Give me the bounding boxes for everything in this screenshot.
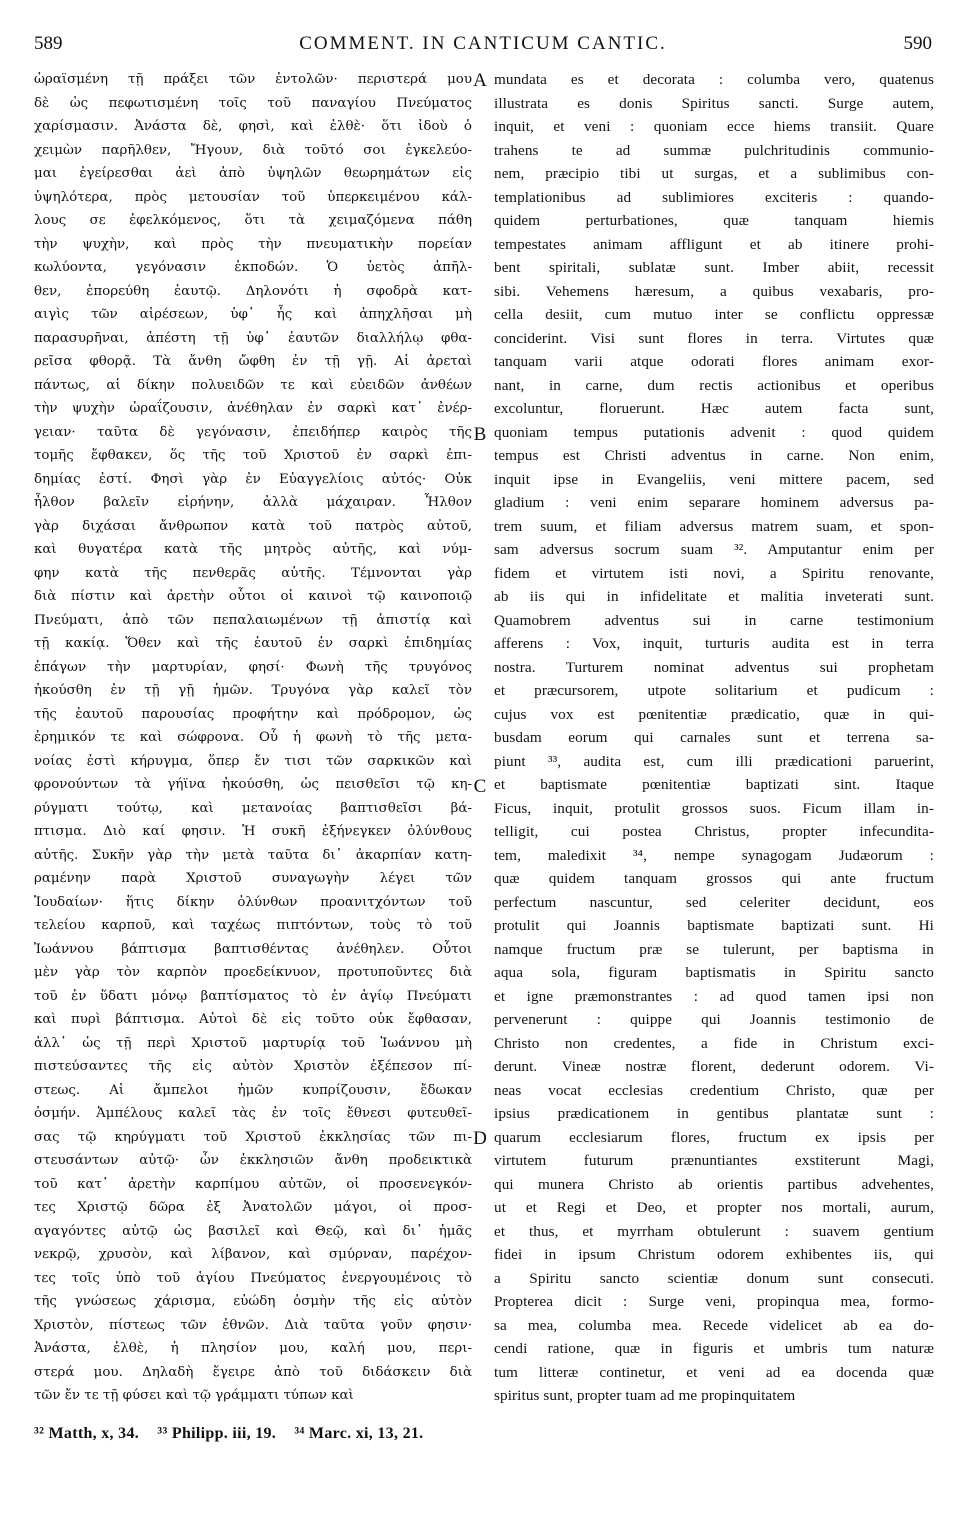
- latin-text-line: bent spiritali, sublatæ sunt. Imber abiit, recessit: [494, 259, 934, 276]
- page-number-right: 590: [903, 33, 932, 54]
- latin-text-line: protulit qui Joannis baptismate baptizati sunt. Hi: [494, 917, 934, 934]
- greek-text-line: πάντως, αἱ δίκην πολυειδῶν τε καὶ εὐειδῶν ἀνθέων: [34, 377, 472, 393]
- greek-text-line: χειμὼν παρῆλθεν, Ἤγουν, διὰ τοῦτό σοι ἐγκελεύο-: [34, 142, 472, 158]
- latin-text-line: aqua sola, figuram baptismatis in Spiritu sancto: [494, 964, 934, 981]
- latin-text-line: Ficus, inquit, protulit grossos suos. Ficum illam in-: [494, 799, 934, 817]
- greek-text-line: παρασυρῆναι, ἀπέστη τῇ ὑφ᾽ ἑαυτῶν διαλλήλῳ φθα-: [34, 330, 472, 346]
- latin-text-line: cella desiit, cum mutuo inter se conflictu oppressæ: [494, 306, 934, 323]
- latin-text-line: tanquam varii atque odorati flores animam exor-: [494, 353, 934, 370]
- greek-text-line: νεκρῷ, χρυσὸν, καὶ λίβανον, καὶ σμύρναν, παρέχον-: [34, 1247, 472, 1262]
- latin-text-line: namque fructum præ se tulerunt, per baptisma in: [494, 940, 934, 958]
- latin-text-line: conciderint. Visi sunt flores in terra. Virtutes quæ: [494, 329, 934, 347]
- latin-text-line: a Spiritu sancto scientiæ donum sunt consecuti.: [494, 1269, 934, 1287]
- greek-text-line: δημίας ἐστί. Φησὶ γὰρ ἐν Εὐαγγελίοις αὐτός· Οὐκ: [34, 471, 472, 487]
- greek-text-line: ἐπάγων τὴν μαρτυρίαν, φησί· Φωνὴ τῆς τρυγόνος: [34, 659, 472, 675]
- latin-text-line: Christo non credentes, a fide in Christum exci-: [494, 1034, 934, 1052]
- latin-text-line: ab iis qui in infidelitate et malitia inveterati sunt.: [494, 588, 934, 605]
- footnote-34: ³⁴ Marc. xi, 13, 21.: [294, 1425, 424, 1442]
- greek-text-line: τῶν ἔν τε τῇ φύσει καὶ τῷ γράμματι τύπων καὶ: [34, 1388, 354, 1403]
- greek-text-line: φρονούντων τὰ γήϊνα ἠκούσθη, ὡς πεισθεῖσι τῷ κη-: [34, 777, 472, 792]
- latin-text-line: et thus, et myrrham obtulerunt : suavem gentium: [494, 1222, 934, 1240]
- latin-text-line: perfectum nascuntur, sed celeriter decidunt, eos: [494, 893, 934, 911]
- greek-text-line: καὶ πυρὶ βάπτισμα. Αὐτοὶ δὲ εἰς τοῦτο οὐκ ἔφθασαν,: [34, 1012, 472, 1027]
- latin-text-line: et præcursorem, utpote solitarium et pudicum :: [494, 682, 934, 699]
- greek-text-line: ὀσμήν. Ἀμπέλους καλεῖ τὰς ἐν τοῖς ἔθνεσι φυτευθεῖ-: [34, 1106, 472, 1121]
- latin-text-line: neas vocat ecclesias credentium Christo, quæ per: [494, 1081, 934, 1099]
- latin-text-line: pervenerunt : quippe qui Joannis testimonio de: [494, 1011, 934, 1028]
- latin-text-line: gladium : veni enim separare hominem adversus pa-: [494, 494, 934, 511]
- greek-text-line: ὑψηλότερα, πρὸς μετουσίαν τοῦ ὑπερκειμένου κάλ-: [34, 189, 472, 205]
- greek-text-line: στευσάντων αὐτῷ· ὧν ἐκκλησιῶν ἄνθη προδεικτικὰ: [34, 1153, 472, 1168]
- greek-text-line: γὰρ διχάσαι ἄνθρωπον κατὰ τοῦ πατρὸς αὐτοῦ,: [34, 518, 472, 534]
- greek-text-line: μαι ἐγείρεσθαι ἀεὶ ἀπὸ ὑψηλῶν θεωρημάτων εἰς: [34, 166, 472, 181]
- greek-text-line: πτισμα. Διὸ καί φησιν. Ἡ συκῆ ἐξήνεγκεν ὀλύνθους: [34, 824, 472, 839]
- greek-text-line: τελείου καρποῦ, καὶ ταχέως πιπτόντων, τοὺς τὸ τοῦ: [34, 918, 472, 933]
- latin-text-line: quidem perturbationes, quæ tanquam hiemis: [494, 212, 934, 229]
- page-header: [34, 33, 932, 61]
- latin-text-line: tempestates animam affligunt et ab itinere prohi-: [494, 235, 934, 253]
- latin-text-line: mundata es et decorata : columba vero, quatenus: [494, 71, 934, 88]
- latin-text-line: spiritus sunt, propter tuam ad me propinquitatem: [494, 1387, 796, 1404]
- latin-text-line: fidei in ipsum Christum odorem exhibentes iis, qui: [494, 1246, 934, 1263]
- latin-text-line: trem suum, et filiam adversus matrem suam, et spon-: [494, 517, 934, 535]
- latin-text-line: qui munera Christo ab orientis partibus advehentes,: [494, 1175, 934, 1193]
- latin-text-line: sa mea, columba mea. Recede videlicet ab ea do-: [494, 1316, 934, 1334]
- footnote-32: ³² Matth, x, 34.: [34, 1425, 140, 1442]
- greek-text-line: στερά μου. Δηλαδὴ ἔγειρε ἀπὸ τοῦ διδάσκειν διὰ: [34, 1364, 472, 1380]
- greek-text-line: φην κατὰ τῆς πενθερᾶς αὐτῆς. Τέμνονται γὰρ: [34, 565, 472, 581]
- greek-text-line: ὡραϊσμένη τῇ πράξει τῶν ἐντολῶν· περιστερά μου: [34, 72, 472, 87]
- greek-text-line: καὶ θυγατέρα κατὰ τῆς μητρὸς αὐτῆς, καὶ νύμ-: [34, 542, 472, 557]
- greek-text-line: νοίας ἐστὶ κήρυγμα, ὅπερ ἔν τισι τῶν σαρκικῶν καὶ: [34, 753, 472, 769]
- greek-text-column: [34, 68, 472, 1408]
- greek-text-line: πιστεύσαντες τῆς εἰς αὐτὸν Χριστὸν ἐξέπεσον πί-: [34, 1059, 472, 1074]
- latin-text-line: Propterea dicit : Surge veni, propinqua mea, formo-: [494, 1293, 934, 1310]
- greek-text-line: ἠκούσθη ἐν τῇ γῇ ἡμῶν. Τρυγόνα γὰρ καλεῖ τὸν: [34, 683, 472, 698]
- latin-text-line: nant, in carne, dum rectis actionibus et operibus: [494, 376, 934, 394]
- greek-text-line: Χριστὸν, πίστεως τῶν ἐθνῶν. Διὰ ταῦτα γοῦν φησιν·: [34, 1317, 472, 1333]
- latin-text-line: quarum ecclesiarum flores, fructum ex ipsis per: [494, 1128, 934, 1146]
- latin-text-line: illustrata es donis Spiritus sancti. Surge autem,: [494, 94, 934, 112]
- greek-text-line: Ἰουδαίων· ἥτις δίκην ὀλύνθων προανιτχόντων τοῦ: [34, 894, 472, 910]
- running-title: COMMENT. IN CANTICUM CANTIC.: [299, 33, 667, 54]
- margin-marker-c: C: [473, 776, 487, 797]
- greek-text-line: τῆς ἑαυτοῦ παρουσίας προφήτην καὶ πρόδρομον, ὡς: [34, 706, 472, 722]
- greek-text-line: τοῦ ἐν ὕδατι μόνῳ βαπτίσματος τὸ ἐν ἁγίῳ Πνεύματι: [34, 988, 472, 1004]
- greek-text-line: ρύγματι τούτῳ, καὶ μετανοίας βαπτισθεῖσι βά-: [34, 800, 472, 816]
- latin-text-line: tempus est Christi adventus in carne. Non enim,: [494, 447, 934, 464]
- latin-text-line: inquit, et veni : quoniam ecce hiems transiit. Quare: [494, 118, 934, 135]
- greek-text-line: ἦλθον βαλεῖν εἰρήνην, ἀλλὰ μάχαιραν. Ἦλθον: [34, 495, 472, 510]
- latin-text-line: telligit, cui postea Christus, propter infecundita-: [494, 823, 934, 840]
- greek-text-line: θεν, ἐπορεύθη ἑαυτῷ. Δηλονότι ἡ σφοδρὰ κατ-: [34, 283, 472, 299]
- footnotes: [34, 1425, 932, 1443]
- margin-marker-d: D: [473, 1128, 487, 1149]
- latin-text-line: quæ quidem tanquam grossos qui ante fructum: [494, 870, 934, 887]
- latin-text-line: afferens : Vox, inquit, turturis audita est in terra: [494, 635, 934, 652]
- greek-text-line: λους σε ἐφελκόμενος, ὅτι τὰ χειμαζόμενα πάθη: [34, 213, 472, 228]
- greek-text-line: σας τῷ κηρύγματι τοῦ Χριστοῦ ἐκκλησίας τῶν πι-: [34, 1129, 472, 1145]
- latin-text-line: derunt. Vineæ nostræ florent, dederunt odorem. Vi-: [494, 1058, 934, 1075]
- greek-text-line: Ἀνάστα, ἐλθὲ, ἡ πλησίον μου, καλή μου, περι-: [34, 1341, 472, 1356]
- latin-text-line: tum litteræ continetur, et veni ad ea docenda quæ: [494, 1363, 934, 1381]
- greek-text-line: δὲ ὡς πεφωτισμένη τοῖς τοῦ παναγίου Πνεύματος: [34, 95, 472, 111]
- greek-text-line: ἀλλ᾽ ὡς τῇ περὶ Χριστοῦ μαρτυρίᾳ τοῦ Ἰωάννου μὴ: [34, 1035, 472, 1051]
- latin-text-line: ut et Regi et Deo, et propter nos mortali, aurum,: [494, 1199, 934, 1216]
- margin-marker-b: B: [473, 424, 487, 445]
- greek-text-line: τες Χριστῷ δῶρα ἐξ Ἀνατολῶν μάγοι, οἱ προσ-: [34, 1200, 472, 1215]
- greek-text-line: γειαν· ταῦτα δὲ γεγόνασιν, ἐπειδήπερ καιρὸς τῆς: [34, 424, 472, 440]
- latin-text-line: busdam eorum qui carnales sunt et terrena sa-: [494, 729, 934, 746]
- latin-text-line: quoniam tempus putationis advenit : quod quidem: [494, 423, 934, 441]
- greek-text-line: τες τοῖς ὑπὸ τοῦ ἁγίου Πνεύματος ἐνεργουμένοις τὸ: [34, 1270, 472, 1286]
- latin-text-line: inquit ipse in Evangeliis, veni mittere pacem, sed: [494, 470, 934, 488]
- greek-text-line: στεως. Αἱ ἄμπελοι ἡμῶν κυπρίζουσιν, ἔδωκαν: [34, 1082, 472, 1098]
- greek-text-line: ραμένην παρὰ Χριστοῦ συναγωγὴν λέγει τῶν: [34, 871, 472, 886]
- greek-text-line: μὲν γὰρ τὸν καρπὸν προεδείκνυον, προτυποῦντες διὰ: [34, 965, 472, 980]
- latin-text-line: nem, præcipio tibi ut surgas, et a sublimibus con-: [494, 165, 934, 182]
- latin-text-column: [494, 68, 934, 1408]
- latin-text-line: ipsius prædicationem in gentibus plantatæ sunt :: [494, 1105, 934, 1122]
- greek-text-line: χαρίσμασιν. Ἀνάστα δὲ, φησὶ, καὶ ἐλθὲ· ὅτι ἰδοὺ ὁ: [34, 119, 472, 134]
- greek-text-line: κωλύοντα, γεγόνασιν ἐκποδών. Ὁ ὑετὸς ἀπῆλ-: [34, 260, 472, 275]
- greek-text-line: ἐρημικόν τε καὶ σώφρονα. Οὗ ἡ φωνὴ τὸ τῆς μετα-: [34, 730, 472, 745]
- footnote-33: ³³ Philipp. iii, 19.: [157, 1425, 277, 1442]
- greek-text-line: Ἰωάννου βάπτισμα βαπτισθέντας ἀνέθηλεν. Οὗτοι: [34, 941, 472, 957]
- latin-text-line: cendi ratione, quæ in figuris et umbris tum naturæ: [494, 1340, 934, 1357]
- latin-text-line: Quamobrem adventus sui in carne testimonium: [494, 611, 934, 629]
- greek-text-line: ρεῖσα φθορᾷ. Τὰ ἄνθη ὤφθη ἐν τῇ γῇ. Αἱ ἀρεταὶ: [34, 354, 472, 369]
- greek-text-line: τομῆς ἔφθακεν, ὅς τῆς τοῦ Χριστοῦ ἐν σαρκὶ ἐπι-: [34, 448, 472, 463]
- greek-text-line: αιγὶς τῶν αἱρέσεων, ὑφ᾽ ἧς καὶ ἀπηχλῆσαι μὴ: [34, 307, 472, 322]
- greek-text-line: τὴν ψυχὴν, καὶ πρὸς τὴν πνευματικὴν πορείαν: [34, 236, 472, 252]
- greek-text-line: τοῦ κατ᾽ ἀρετὴν καρπίμου αὐτῶν, οἱ προσενεγκόν-: [34, 1176, 472, 1192]
- greek-text-line: τῇ κακίᾳ. Ὅθεν καὶ τῆς ἑαυτοῦ ἐν σαρκὶ ἐπιδημίας: [34, 636, 472, 651]
- latin-text-line: tem, maledixit ³⁴, nempe synagogam Judæorum :: [494, 846, 934, 864]
- greek-text-line: αγαγόντες αὐτῷ ὡς βασιλεῖ καὶ Θεῷ, καὶ δι᾽ ἡμᾶς: [34, 1223, 472, 1239]
- greek-text-line: διὰ πίστιν καὶ ἀρετὴν οὗτοι οἱ καινοὶ τῷ καινοποιῷ: [34, 589, 472, 604]
- margin-marker-a: A: [473, 70, 487, 91]
- latin-text-line: et baptismate pœnitentiæ baptizati sint. Itaque: [494, 776, 934, 793]
- latin-text-line: nostra. Turturem nominat adventus sui prophetam: [494, 658, 934, 676]
- greek-text-line: Πνεύματι, ἀπὸ τῶν πεπαλαιωμένων τῇ ἀπιστίᾳ καὶ: [34, 612, 472, 628]
- latin-text-line: sam adversus socrum suam ³². Amputantur enim per: [494, 541, 934, 558]
- latin-text-line: excoluntur, floruerunt. Hæc autem facta sunt,: [494, 400, 934, 417]
- latin-text-line: cujus vox est pœnitentiæ prædicatio, quæ in qui-: [494, 705, 934, 723]
- latin-text-line: virtutem futurum prænuntiantes exstiterunt Magi,: [494, 1152, 934, 1169]
- latin-text-line: et igne præmonstrantes : ad quod tamen ipsi non: [494, 987, 934, 1005]
- greek-text-line: τῆς γνώσεως χάρισμα, εὐώδη ὀσμὴν τῆς εἰς αὐτὸν: [34, 1294, 472, 1309]
- latin-text-line: trahens te ad summæ pulchritudinis communio-: [494, 141, 934, 159]
- latin-text-line: fidem et virtutem isti novi, a Spiritu renovante,: [494, 564, 934, 582]
- latin-text-line: sibi. Vehemens hæresum, a quibus vexabaris, pro-: [494, 282, 934, 300]
- latin-text-line: piunt ³³, audita est, cum illi prædicationi paruerint,: [494, 752, 934, 770]
- greek-text-line: τὴν ψυχὴν ὡραΐζουσιν, ἀνέθηλαν ἐν σαρκὶ κατ᾽ ἐνέρ-: [34, 401, 472, 416]
- greek-text-line: αὐτῆς. Συκῆν γὰρ τὴν μετὰ ταῦτα δι᾽ ἀκαρπίαν κατη-: [34, 847, 472, 863]
- latin-text-line: templationibus ad sublimiores exciteris : quando-: [494, 188, 934, 206]
- page-number-left: 589: [34, 33, 63, 54]
